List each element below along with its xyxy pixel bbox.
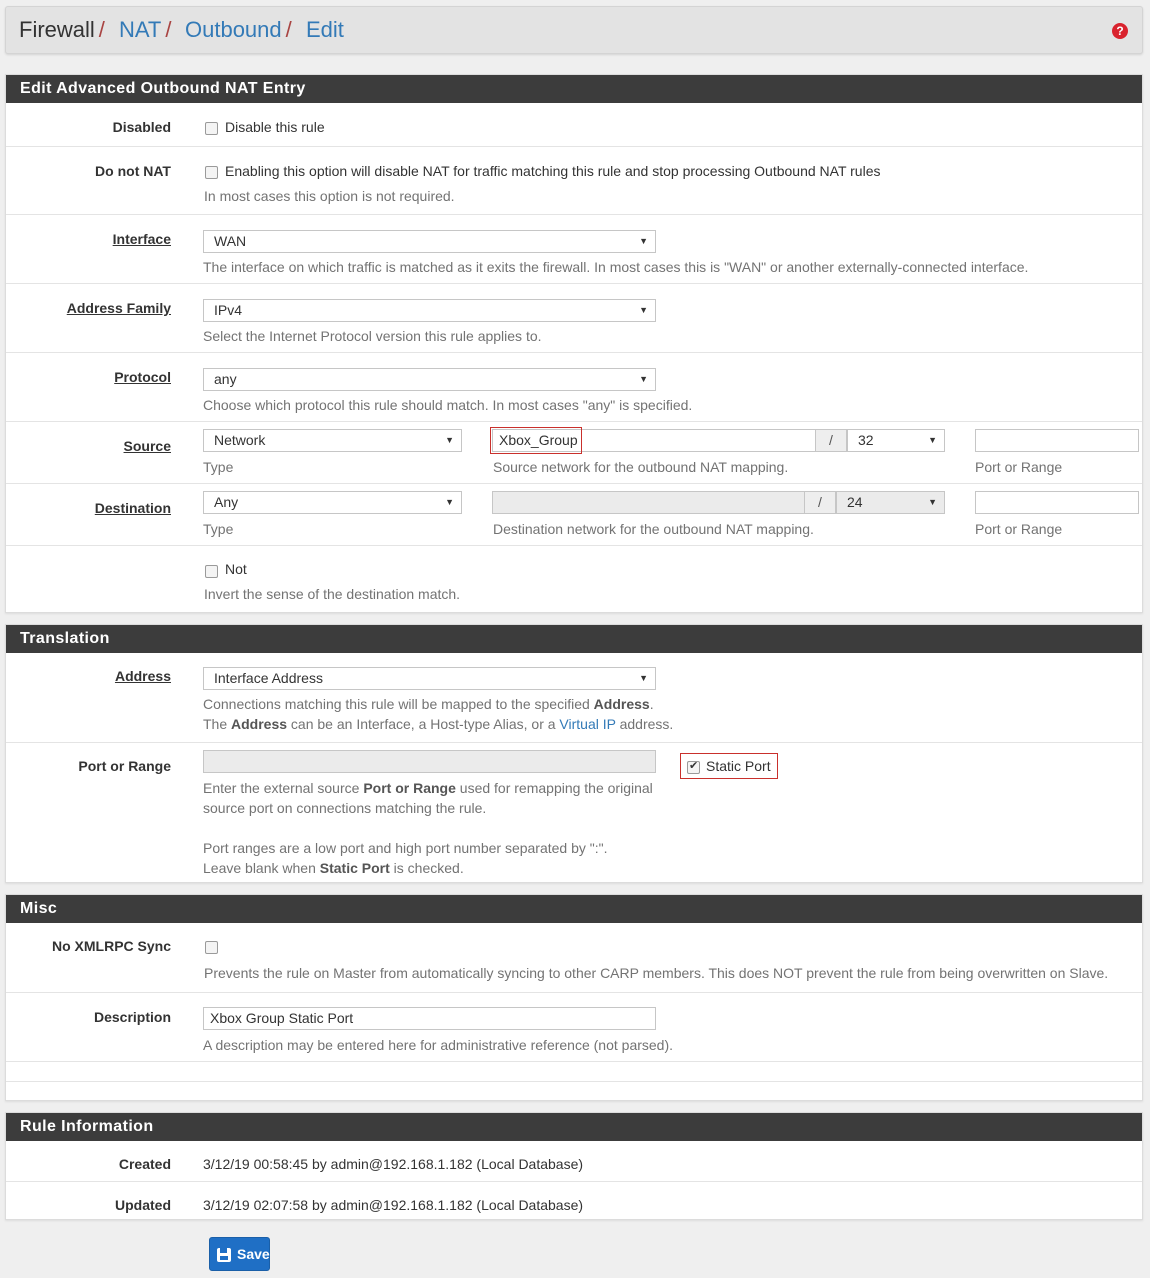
interface-help: The interface on which traffic is matched as it exits the firewall. In most cases this is "WAN" or another externally-connected interface.: [203, 259, 1029, 275]
disabled-checkbox[interactable]: [205, 122, 218, 135]
disabled-label: Disabled: [112, 119, 171, 135]
do-not-nat-label: Do not NAT: [95, 163, 171, 179]
translation-port-help-2: source port on connections matching the rule.: [203, 800, 487, 816]
protocol-help: Choose which protocol this rule should match. In most cases "any" is specified.: [203, 397, 693, 413]
row-translation-address: [6, 653, 1142, 742]
save-button[interactable]: [209, 1237, 270, 1271]
row-destination: [6, 483, 1142, 545]
translation-port-input[interactable]: [203, 750, 656, 773]
misc-panel: [5, 894, 1143, 1101]
row-source: [6, 421, 1142, 483]
chevron-down-icon: ▼: [445, 497, 454, 507]
virtual-ip-link[interactable]: Virtual IP: [559, 716, 616, 732]
panel-title: Edit Advanced Outbound NAT Entry: [6, 75, 1142, 103]
translation-port-label: Port or Range: [78, 758, 171, 774]
protocol-select[interactable]: any ▼: [203, 368, 656, 391]
row-created: [6, 1141, 1142, 1181]
source-mask-separator: /: [815, 429, 847, 452]
source-type-help: Type: [203, 459, 234, 475]
do-not-nat-help: In most cases this option is not required.: [204, 188, 455, 204]
chevron-down-icon: ▼: [639, 305, 648, 315]
edit-entry-panel: [5, 74, 1143, 613]
row-not: [6, 545, 1142, 612]
row-address-family: [6, 283, 1142, 352]
description-label: Description: [93, 1009, 171, 1025]
save-icon: [217, 1248, 231, 1262]
interface-label: Interface: [112, 231, 171, 247]
breadcrumb: [5, 6, 1143, 54]
save-button-label: Save: [237, 1246, 270, 1262]
translation-address-help-2: The Address can be an Interface, a Host-type Alias, or a Virtual IP address.: [203, 716, 674, 732]
translation-address-select[interactable]: Interface Address ▼: [203, 667, 656, 690]
panel-title: Rule Information: [6, 1113, 1142, 1141]
destination-port-help: Port or Range: [975, 521, 1063, 537]
panel-title: Misc: [6, 895, 1142, 923]
description-help: A description may be entered here for administrative reference (not parsed).: [203, 1037, 674, 1053]
breadcrumb-firewall: Firewall /: [19, 17, 105, 42]
row-disabled: [6, 103, 1142, 146]
rule-info-panel: [5, 1112, 1143, 1220]
updated-label: Updated: [115, 1197, 171, 1213]
created-value: 3/12/19 00:58:45 by admin@192.168.1.182 (Local Database): [203, 1156, 584, 1172]
row-no-xmlrpc: [6, 923, 1142, 992]
chevron-down-icon: ▼: [639, 673, 648, 683]
protocol-label: Protocol: [114, 369, 171, 385]
source-mask-select[interactable]: 32 ▼: [847, 429, 945, 452]
source-label: Source: [123, 438, 171, 454]
breadcrumb-edit[interactable]: Edit: [306, 17, 344, 42]
destination-type-select[interactable]: Any ▼: [203, 491, 462, 514]
description-input[interactable]: Xbox Group Static Port: [203, 1007, 656, 1030]
static-port-checkbox[interactable]: [687, 761, 700, 774]
translation-port-help-4: Leave blank when Static Port is checked.: [203, 860, 464, 876]
destination-port-input[interactable]: [975, 491, 1139, 514]
updated-value: 3/12/19 02:07:58 by admin@192.168.1.182 (Local Database): [203, 1197, 584, 1213]
translation-address-label: Address: [114, 668, 171, 684]
translation-port-help-3: Port ranges are a low port and high port number separated by ":".: [203, 840, 608, 856]
not-checkbox-label: Not: [225, 561, 247, 577]
destination-mask-separator: /: [804, 491, 836, 514]
chevron-down-icon: ▼: [445, 435, 454, 445]
destination-type-help: Type: [203, 521, 234, 537]
row-spacer: [6, 1081, 1142, 1100]
chevron-down-icon: ▼: [639, 236, 648, 246]
row-do-not-nat: [6, 146, 1142, 214]
created-label: Created: [118, 1156, 171, 1172]
source-network-highlight: [490, 427, 582, 454]
no-xmlrpc-help: Prevents the rule on Master from automatically syncing to other CARP members. This does NOT prevent the rule from being overwritten on Slave.: [204, 965, 1109, 981]
row-spacer: [6, 1061, 1142, 1081]
source-network-help: Source network for the outbound NAT mapping.: [493, 459, 789, 475]
chevron-down-icon: ▼: [639, 374, 648, 384]
no-xmlrpc-label: No XMLRPC Sync: [51, 938, 171, 954]
destination-mask-select[interactable]: 24 ▼: [836, 491, 945, 514]
chevron-down-icon: ▼: [928, 435, 937, 445]
source-port-input[interactable]: [975, 429, 1139, 452]
translation-port-help-1: Enter the external source Port or Range used for remapping the original: [203, 780, 653, 796]
address-family-select[interactable]: IPv4 ▼: [203, 299, 656, 322]
interface-select[interactable]: WAN ▼: [203, 230, 656, 253]
static-port-label: Static Port: [706, 758, 771, 774]
address-family-label: Address Family: [66, 300, 171, 316]
do-not-nat-checkbox[interactable]: [205, 166, 218, 179]
source-type-select[interactable]: Network ▼: [203, 429, 462, 452]
row-updated: [6, 1181, 1142, 1219]
question-icon[interactable]: ?: [1112, 23, 1128, 39]
row-interface: [6, 214, 1142, 283]
address-family-help: Select the Internet Protocol version this rule applies to.: [203, 328, 542, 344]
no-xmlrpc-checkbox[interactable]: [205, 941, 218, 954]
translation-address-help-1: Connections matching this rule will be mapped to the specified Address.: [203, 696, 654, 712]
breadcrumb-outbound[interactable]: Outbound /: [185, 17, 292, 42]
chevron-down-icon: ▼: [928, 497, 937, 507]
source-port-help: Port or Range: [975, 459, 1063, 475]
destination-network-help: Destination network for the outbound NAT mapping.: [493, 521, 814, 537]
row-description: [6, 992, 1142, 1061]
destination-label: Destination: [94, 500, 171, 516]
disabled-checkbox-label: Disable this rule: [225, 119, 325, 135]
do-not-nat-checkbox-label: Enabling this option will disable NAT for traffic matching this rule and stop processing Outbound NAT rules: [225, 163, 881, 179]
row-protocol: [6, 352, 1142, 421]
row-translation-port: [6, 742, 1142, 882]
panel-title: Translation: [6, 625, 1142, 653]
breadcrumb-nat[interactable]: NAT /: [119, 17, 172, 42]
not-checkbox[interactable]: [205, 565, 218, 578]
translation-panel: [5, 624, 1143, 883]
not-help: Invert the sense of the destination match.: [204, 586, 461, 602]
source-network-input[interactable]: Xbox_Group: [492, 429, 816, 452]
destination-network-input[interactable]: [492, 491, 805, 514]
